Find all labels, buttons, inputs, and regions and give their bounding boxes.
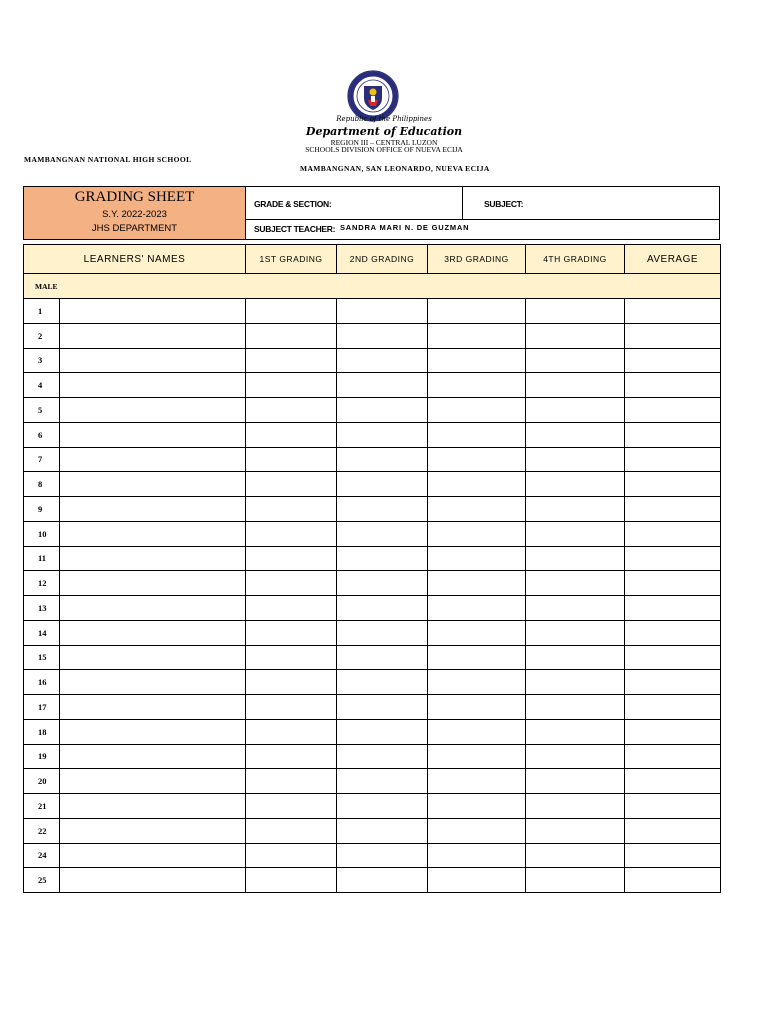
grade-2nd-cell[interactable] [337,818,428,843]
grade-3rd-cell[interactable] [428,769,526,794]
table-row [24,398,721,423]
grade-1st-cell[interactable] [246,398,337,423]
grade-1st-cell[interactable] [246,670,337,695]
grade-3rd-cell[interactable] [428,744,526,769]
grade-1st-cell[interactable] [246,620,337,645]
grade-3rd-cell[interactable] [428,373,526,398]
average-cell[interactable] [625,744,721,769]
learner-name-cell[interactable] [60,546,246,571]
subject-label: SUBJECT: [484,199,524,209]
row-number: 13 [24,596,60,621]
learner-name-cell[interactable] [60,620,246,645]
grade-3rd-cell[interactable] [428,645,526,670]
average-cell[interactable] [625,695,721,720]
grade-1st-cell[interactable] [246,645,337,670]
table-row [24,843,721,868]
grade-2nd-cell[interactable] [337,521,428,546]
grade-1st-cell[interactable] [246,323,337,348]
grade-4th-cell[interactable] [526,794,625,819]
learner-name-cell[interactable] [60,521,246,546]
grade-3rd-cell[interactable] [428,818,526,843]
grade-1st-cell[interactable] [246,521,337,546]
row-number: 6 [24,422,60,447]
row-number: 9 [24,497,60,522]
table-row [24,422,721,447]
average-cell[interactable] [625,670,721,695]
grade-4th-cell[interactable] [526,719,625,744]
grade-3rd-cell[interactable] [428,794,526,819]
grade-3rd-cell[interactable] [428,843,526,868]
grade-4th-cell[interactable] [526,398,625,423]
grade-3rd-cell[interactable] [428,299,526,324]
average-cell[interactable] [625,521,721,546]
learner-name-cell[interactable] [60,299,246,324]
learner-name-cell[interactable] [60,769,246,794]
grade-1st-cell[interactable] [246,769,337,794]
grade-2nd-cell[interactable] [337,398,428,423]
divider [245,219,720,220]
learner-name-cell[interactable] [60,794,246,819]
grade-1st-cell[interactable] [246,571,337,596]
average-cell[interactable] [625,373,721,398]
grade-1st-cell[interactable] [246,447,337,472]
grade-4th-cell[interactable] [526,769,625,794]
grade-1st-cell[interactable] [246,794,337,819]
average-cell[interactable] [625,868,721,893]
grade-3rd-cell[interactable] [428,719,526,744]
republic-text: Republic of the Philippines [336,115,432,123]
grade-4th-cell[interactable] [526,744,625,769]
row-number: 17 [24,695,60,720]
average-cell[interactable] [625,348,721,373]
table-row [24,571,721,596]
grade-4th-cell[interactable] [526,868,625,893]
grade-4th-cell[interactable] [526,645,625,670]
row-number: 18 [24,719,60,744]
subject-teacher-value: SANDRA MARI N. DE GUZMAN [340,223,470,232]
row-number: 24 [24,843,60,868]
grade-2nd-cell[interactable] [337,843,428,868]
grade-2nd-cell[interactable] [337,645,428,670]
grade-4th-cell[interactable] [526,818,625,843]
row-number: 21 [24,794,60,819]
grade-1st-cell[interactable] [246,472,337,497]
average-cell[interactable] [625,472,721,497]
table-row [24,596,721,621]
average-cell[interactable] [625,596,721,621]
grade-1st-cell[interactable] [246,546,337,571]
table-row [24,719,721,744]
table-row [24,620,721,645]
grade-3rd-cell[interactable] [428,868,526,893]
grade-3rd-cell[interactable] [428,472,526,497]
column-header: AVERAGE [625,245,721,274]
average-cell[interactable] [625,447,721,472]
average-cell[interactable] [625,719,721,744]
row-number: 5 [24,398,60,423]
grade-4th-cell[interactable] [526,620,625,645]
table-row [24,299,721,324]
grade-2nd-cell[interactable] [337,348,428,373]
average-cell[interactable] [625,769,721,794]
grade-3rd-cell[interactable] [428,546,526,571]
grade-2nd-cell[interactable] [337,769,428,794]
learner-name-cell[interactable] [60,571,246,596]
grade-4th-cell[interactable] [526,447,625,472]
row-number: 8 [24,472,60,497]
grade-3rd-cell[interactable] [428,447,526,472]
learner-name-cell[interactable] [60,670,246,695]
grade-4th-cell[interactable] [526,695,625,720]
learner-name-cell[interactable] [60,472,246,497]
learner-name-cell[interactable] [60,323,246,348]
learner-name-cell[interactable] [60,596,246,621]
school-address: MAMBANGNAN, SAN LEONARDO, NUEVA ECIJA [300,164,490,173]
grade-1st-cell[interactable] [246,843,337,868]
row-number: 14 [24,620,60,645]
grade-4th-cell[interactable] [526,497,625,522]
table-row [24,472,721,497]
grade-1st-cell[interactable] [246,422,337,447]
learner-name-cell[interactable] [60,744,246,769]
grade-2nd-cell[interactable] [337,546,428,571]
school-year: S.Y. 2022-2023 [102,209,167,220]
grade-2nd-cell[interactable] [337,422,428,447]
grade-4th-cell[interactable] [526,546,625,571]
row-number: 3 [24,348,60,373]
row-number: 7 [24,447,60,472]
table-row [24,521,721,546]
grade-1st-cell[interactable] [246,373,337,398]
table-row [24,323,721,348]
table-row [24,645,721,670]
table-row [24,447,721,472]
grade-2nd-cell[interactable] [337,794,428,819]
column-header: LEARNERS' NAMES [24,245,246,274]
grade-1st-cell[interactable] [246,348,337,373]
table-row [24,546,721,571]
row-number: 15 [24,645,60,670]
grade-2nd-cell[interactable] [337,447,428,472]
row-number: 25 [24,868,60,893]
grade-section-label: GRADE & SECTION: [254,199,332,209]
row-number: 19 [24,744,60,769]
grade-3rd-cell[interactable] [428,497,526,522]
average-cell[interactable] [625,818,721,843]
grade-3rd-cell[interactable] [428,422,526,447]
average-cell[interactable] [625,794,721,819]
subject-teacher-label: SUBJECT TEACHER: [254,224,336,234]
grade-4th-cell[interactable] [526,571,625,596]
grade-3rd-cell[interactable] [428,398,526,423]
learner-name-cell[interactable] [60,373,246,398]
table-row [24,769,721,794]
grade-2nd-cell[interactable] [337,571,428,596]
division-text: SCHOOLS DIVISION OFFICE OF NUEVA ECIJA [305,145,463,154]
learner-name-cell[interactable] [60,719,246,744]
average-cell[interactable] [625,422,721,447]
average-cell[interactable] [625,398,721,423]
department-name: Department of Education [305,125,463,138]
grade-4th-cell[interactable] [526,373,625,398]
grading-table [23,244,721,893]
table-row [24,670,721,695]
grade-2nd-cell[interactable] [337,373,428,398]
grade-2nd-cell[interactable] [337,868,428,893]
grade-3rd-cell[interactable] [428,521,526,546]
learner-name-cell[interactable] [60,497,246,522]
average-cell[interactable] [625,620,721,645]
region-text: REGION III – CENTRAL LUZON [330,138,438,147]
info-block [23,186,720,240]
learner-name-cell[interactable] [60,868,246,893]
grade-4th-cell[interactable] [526,422,625,447]
grade-2nd-cell[interactable] [337,472,428,497]
grade-1st-cell[interactable] [246,497,337,522]
average-cell[interactable] [625,497,721,522]
grade-4th-cell[interactable] [526,323,625,348]
grade-1st-cell[interactable] [246,868,337,893]
row-number: 10 [24,521,60,546]
table-row [24,868,721,893]
average-cell[interactable] [625,299,721,324]
learner-name-cell[interactable] [60,695,246,720]
sheet-title: GRADING SHEET [74,189,195,205]
row-number: 22 [24,818,60,843]
average-cell[interactable] [625,546,721,571]
learner-name-cell[interactable] [60,447,246,472]
grade-3rd-cell[interactable] [428,670,526,695]
learner-name-cell[interactable] [60,422,246,447]
grade-2nd-cell[interactable] [337,596,428,621]
grade-2nd-cell[interactable] [337,497,428,522]
column-header: 3RD GRADING [428,245,526,274]
row-number: 11 [24,546,60,571]
row-number: 4 [24,373,60,398]
table-row [24,348,721,373]
title-cell [24,187,246,239]
table-row [24,744,721,769]
learner-name-cell[interactable] [60,398,246,423]
average-cell[interactable] [625,645,721,670]
average-cell[interactable] [625,571,721,596]
table-row [24,818,721,843]
grade-4th-cell[interactable] [526,521,625,546]
school-name: MAMBANGNAN NATIONAL HIGH SCHOOL [24,155,192,164]
table-row [24,373,721,398]
grade-2nd-cell[interactable] [337,299,428,324]
grade-3rd-cell[interactable] [428,348,526,373]
grade-4th-cell[interactable] [526,596,625,621]
grade-4th-cell[interactable] [526,670,625,695]
average-cell[interactable] [625,843,721,868]
grade-1st-cell[interactable] [246,719,337,744]
grade-1st-cell[interactable] [246,299,337,324]
grade-4th-cell[interactable] [526,472,625,497]
learner-name-cell[interactable] [60,818,246,843]
table-row [24,497,721,522]
grade-1st-cell[interactable] [246,596,337,621]
grade-2nd-cell[interactable] [337,695,428,720]
grade-3rd-cell[interactable] [428,596,526,621]
grade-2nd-cell[interactable] [337,620,428,645]
grade-1st-cell[interactable] [246,818,337,843]
grade-4th-cell[interactable] [526,348,625,373]
row-number: 16 [24,670,60,695]
grade-2nd-cell[interactable] [337,670,428,695]
grade-2nd-cell[interactable] [337,744,428,769]
grade-1st-cell[interactable] [246,744,337,769]
learner-name-cell[interactable] [60,348,246,373]
row-number: 2 [24,323,60,348]
learner-name-cell[interactable] [60,645,246,670]
grade-3rd-cell[interactable] [428,620,526,645]
column-header: 2ND GRADING [337,245,428,274]
row-number: 1 [24,299,60,324]
grade-4th-cell[interactable] [526,843,625,868]
column-header: 4TH GRADING [526,245,625,274]
grade-3rd-cell[interactable] [428,695,526,720]
department-label: JHS DEPARTMENT [91,223,178,234]
grade-2nd-cell[interactable] [337,323,428,348]
divider [462,187,463,219]
grade-3rd-cell[interactable] [428,571,526,596]
table-row [24,695,721,720]
section-row [24,274,721,299]
row-number: 20 [24,769,60,794]
table-row [24,794,721,819]
learner-name-cell[interactable] [60,843,246,868]
table-header-row [24,245,721,274]
grade-2nd-cell[interactable] [337,719,428,744]
row-number: 12 [24,571,60,596]
column-header: 1ST GRADING [246,245,337,274]
average-cell[interactable] [625,323,721,348]
grade-3rd-cell[interactable] [428,323,526,348]
grade-1st-cell[interactable] [246,695,337,720]
section-label: MALE [24,274,721,299]
grade-4th-cell[interactable] [526,299,625,324]
